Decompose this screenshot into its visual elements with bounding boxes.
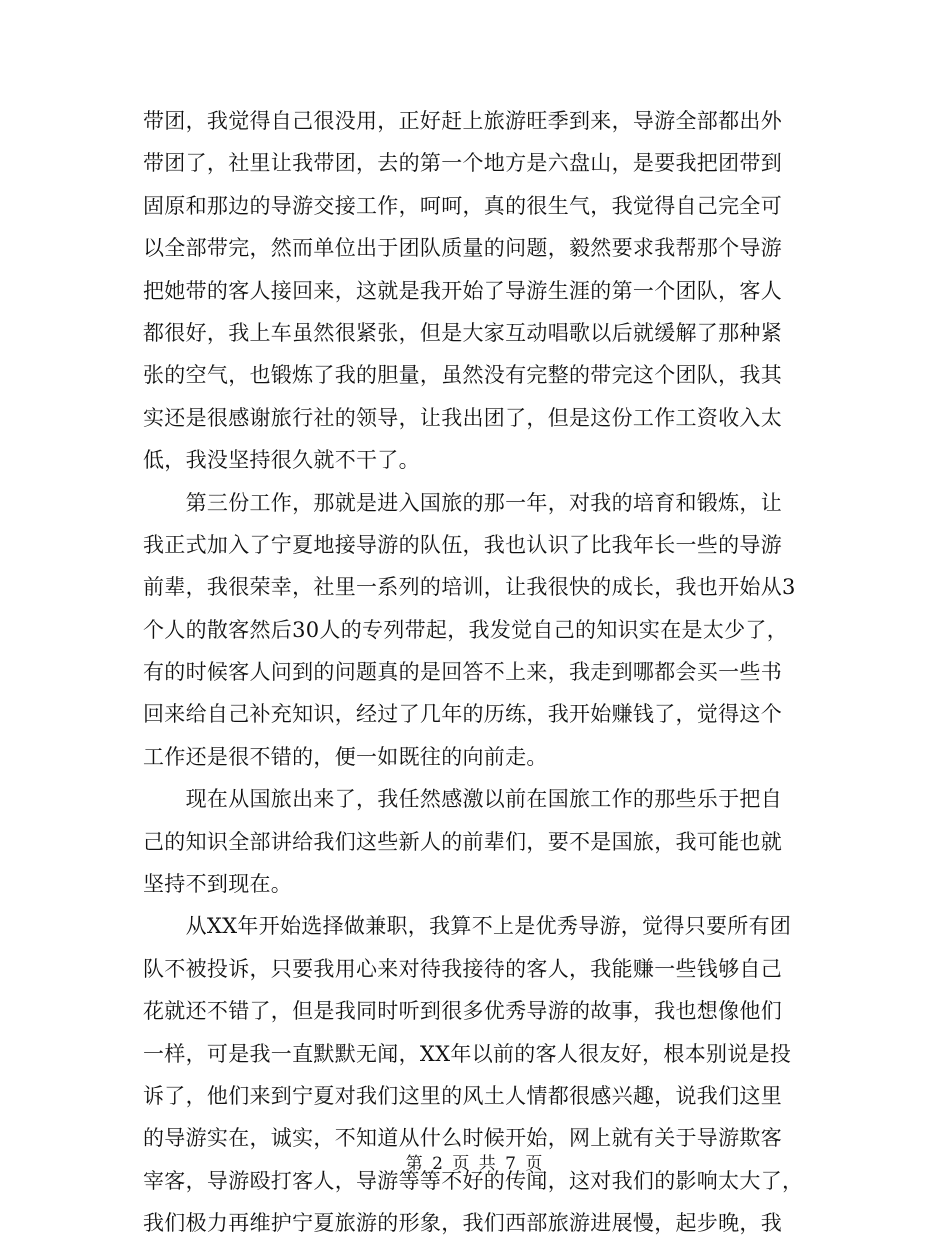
- text-line: 以全部带完，然而单位出于团队质量的问题，毅然要求我帮那个导游: [143, 236, 782, 261]
- text-line: 带团，我觉得自己很没用，正好赶上旅游旺季到来，导游全部都出外: [143, 109, 782, 133]
- text-line: 张的空气，也锻炼了我的胆量，虽然没有完整的带完这个团队，我其: [143, 363, 782, 388]
- text-line: 我们极力再维护宁夏旅游的形象，我们西部旅游进展慢，起步晚，我: [143, 1211, 782, 1236]
- text-line: 工作还是很不错的，便一如既往的向前走。: [143, 744, 548, 769]
- text-line: 队不被投诉，只要我用心来对待我接待的客人，我能赚一些钱够自己: [143, 956, 782, 981]
- text-line: 固原和那边的导游交接工作，呵呵，真的很生气，我觉得自己完全可: [143, 193, 782, 218]
- text-line: 第三份工作，那就是进入国旅的那一年，对我的培育和锻炼，让: [143, 490, 782, 515]
- text-line: 都很好，我上车虽然很紧张，但是大家互动唱歌以后就缓解了那种紧: [143, 320, 782, 345]
- text-line: 低，我没坚持很久就不干了。: [143, 448, 420, 473]
- text-line: 己的知识全部讲给我们这些新人的前辈们，要不是国旅，我可能也就: [143, 829, 782, 854]
- text-line: 现在从国旅出来了，我任然感激以前在国旅工作的那些乐于把自: [143, 787, 782, 812]
- text-line: 诉了，他们来到宁夏对我们这里的风土人情都很感兴趣，说我们这里: [143, 1083, 782, 1108]
- body-text: [143, 100, 803, 1245]
- text-line: 一样，可是我一直默默无闻，XX年以前的客人很友好，根本别说是投: [143, 1041, 792, 1066]
- text-line: 把她带的客人接回来，这就是我开始了导游生涯的第一个团队，客人: [143, 278, 782, 303]
- text-line: 花就还不错了，但是我同时听到很多优秀导游的故事，我也想像他们: [143, 999, 782, 1024]
- text-line: 的导游实在，诚实，不知道从什么时候开始，网上就有关于导游欺客: [143, 1126, 782, 1151]
- text-line: 坚持不到现在。: [143, 872, 293, 897]
- text-line: 从XX年开始选择做兼职，我算不上是优秀导游，觉得只要所有团: [143, 914, 792, 939]
- text-line: 回来给自己补充知识，经过了几年的历练，我开始赚钱了，觉得这个: [143, 702, 782, 727]
- text-line: 宰客，导游殴打客人，导游等等不好的传闻，这对我们的影响太大了，: [143, 1168, 804, 1193]
- page-number-footer: 第 2 页 共 7 页: [405, 1154, 545, 1174]
- text-line: 带团了，社里让我带团，去的第一个地方是六盘山，是要我把团带到: [143, 151, 782, 176]
- text-line: 有的时候客人问到的问题真的是回答不上来，我走到哪都会买一些书: [143, 660, 782, 685]
- text-line: 我正式加入了宁夏地接导游的队伍，我也认识了比我年长一些的导游: [143, 532, 782, 557]
- text-line: 实还是很感谢旅行社的领导，让我出团了，但是这份工作工资收入太: [143, 405, 782, 430]
- text-line: 个人的散客然后30人的专列带起，我发觉自己的知识实在是太少了，: [143, 617, 789, 642]
- text-line: 前辈，我很荣幸，社里一系列的培训，让我很快的成长，我也开始从3: [143, 575, 796, 600]
